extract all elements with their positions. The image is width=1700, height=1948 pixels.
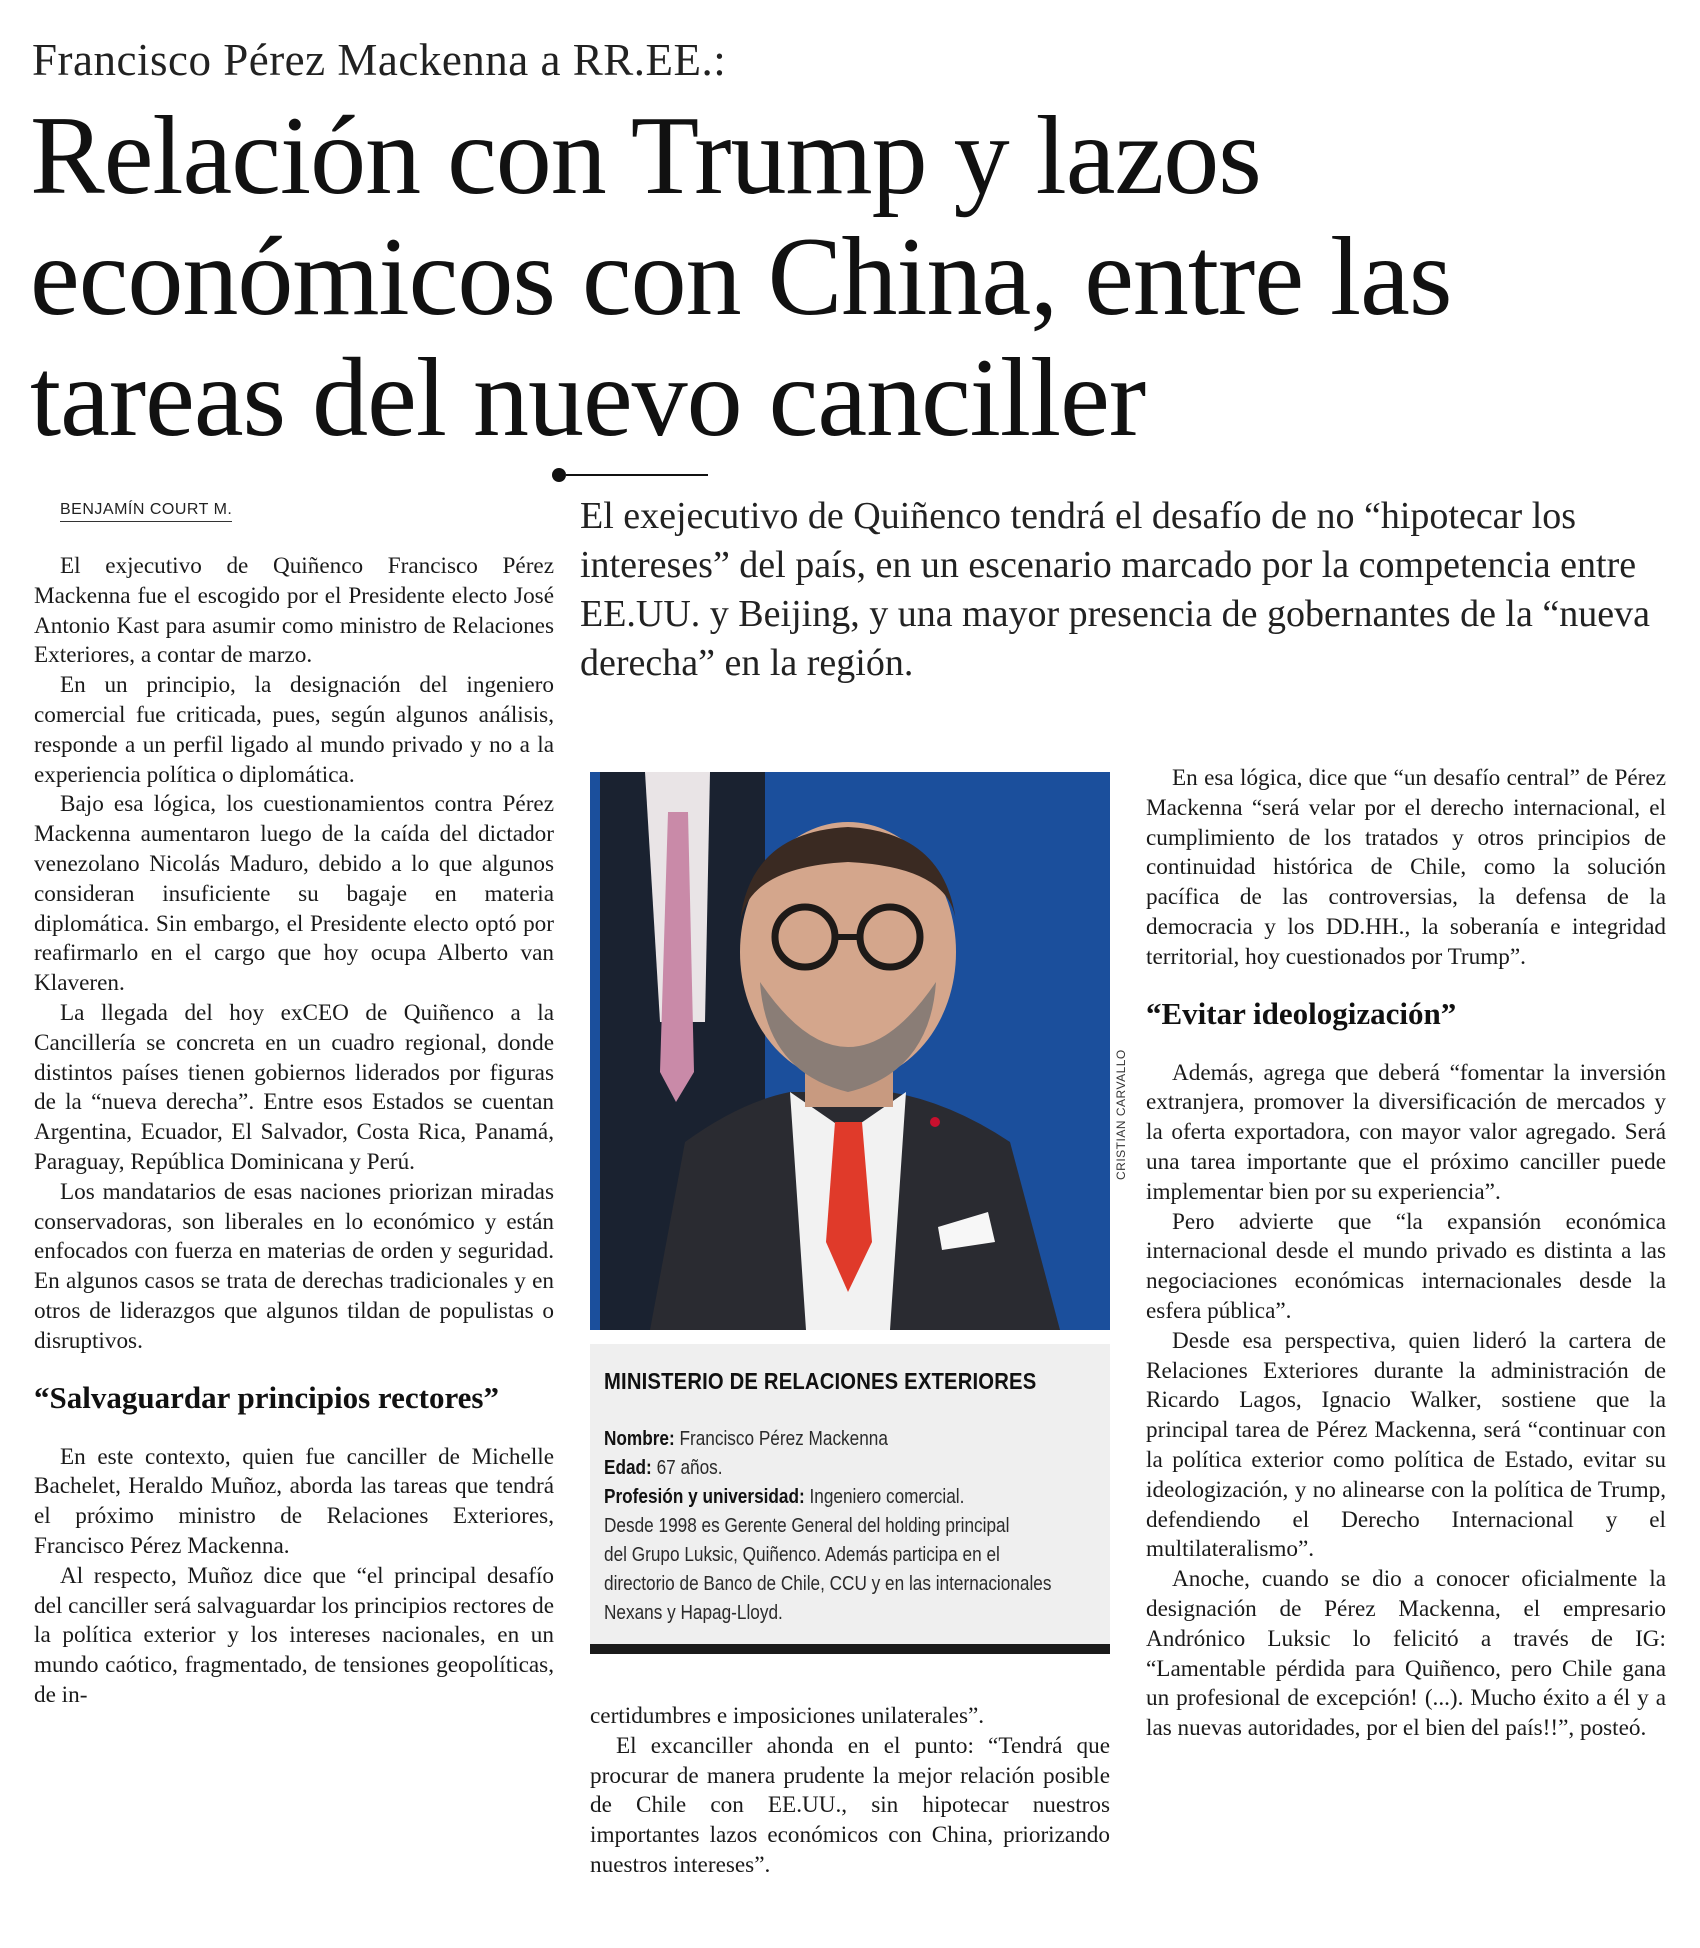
infobox-career-line: directorio de Banco de Chile, CCU y en las internacionales <box>604 1573 1052 1595</box>
name-value: Francisco Pérez Mackenna <box>679 1428 888 1450</box>
paragraph: Además, agrega que deberá “fomentar la inversión extranjera, promover la diversificación de mercados y la oferta exportadora, con mayor valor agregado. Será una tarea importante que el próximo canciller puede implementar bien por su experiencia”. <box>1146 1059 1666 1205</box>
deck-summary: El exejecutivo de Quiñenco tendrá el desafío de no “hipotecar los intereses” del país, en un escenario marcado por la competencia entre EE.UU. y Beijing, y una mayor presencia de gobernantes de la “nueva derecha” en la región. <box>580 495 1650 684</box>
subheading: “Evitar ideologización” <box>1146 995 1457 1031</box>
infobox-career-line: Nexans y Hapag-Lloyd. <box>604 1602 783 1624</box>
article-column-3 <box>1146 764 1666 1744</box>
kicker: Francisco Pérez Mackenna a RR.EE.: <box>32 35 727 85</box>
subheading: “Salvaguardar principios rectores” <box>34 1379 499 1415</box>
paragraph: Los mandatarios de esas naciones priorizan miradas conservadoras, son liberales en lo económico y están enfocados con fuerza en materias de orden y seguridad. En algunos casos se trata de derechas tradicionales y en otros de liderazgos que algunos tildan de populistas o disruptivos. <box>34 1178 554 1354</box>
portrait-photo <box>590 772 1110 1330</box>
profession-label: Profesión y universidad: <box>604 1486 805 1508</box>
paragraph: Anoche, cuando se dio a conocer oficialmente la designación de Pérez Mackenna, el empresario Andrónico Luksic lo felicitó a través de IG: “Lamentable pérdida para Quiñenco, pero Chile gana un profesional de excepción! (...). Mucho éxito a él y a las nuevas autoridades, por el bien del país!!”, posteó. <box>1146 1566 1666 1742</box>
portrait-illustration <box>590 772 1110 1330</box>
paragraph: En esa lógica, dice que “un desafío central” de Pérez Mackenna “será velar por el derecho internacional, el cumplimiento de los tratados y otros principios de continuidad histórica de Chile, como la solución pacífica de las controversias, la defensa de la democracia y los DD.HH., la soberanía e integridad territorial, hoy cuestionados por Trump”. <box>1146 765 1666 970</box>
paragraph: Bajo esa lógica, los cuestionamientos contra Pérez Mackenna aumentaron luego de la caída del dictador venezolano Nicolás Maduro, debido a lo que algunos consideran insuficiente su bagaje en materia diplomática. Sin embargo, el Presidente electo optó por reafirmarlo en el cargo que hoy ocupa Alberto van Klaveren. <box>34 791 554 997</box>
byline: BENJAMÍN COURT M. <box>60 501 232 522</box>
paragraph: El excanciller ahonda en el punto: “Tendrá que procurar de manera prudente la mejor relación posible de Chile con EE.UU., sin hipotecar nuestros importantes lazos económicos con China, priorizando nuestros intereses”. <box>590 1732 1110 1878</box>
infobox-age-row <box>604 1454 1103 1483</box>
infobox-career-line: del Grupo Luksic, Quiñenco. Además participa en el <box>604 1544 1000 1566</box>
divider-line <box>566 474 708 476</box>
infobox-profession-row <box>604 1483 1103 1512</box>
headline: Relación con Trump y lazos económicos con China, entre las tareas del nuevo canciller <box>30 94 1452 460</box>
paragraph: Pero advierte que “la expansión económica internacional desde el mundo privado es distinta a las negociaciones económicas internacionales desde la esfera pública”. <box>1146 1208 1666 1324</box>
profession-value: Ingeniero comercial. <box>809 1486 965 1508</box>
paragraph: En un principio, la designación del ingeniero comercial fue criticada, pues, según algunos análisis, responde a un perfil ligado al mundo privado y no a la experiencia política o diplomática. <box>34 672 554 788</box>
infobox-name-row <box>604 1425 1103 1454</box>
infobox-career-line: Desde 1998 es Gerente General del holding principal <box>604 1515 1010 1537</box>
infobox-title: MINISTERIO DE RELACIONES EXTERIORES <box>604 1368 1037 1394</box>
paragraph: certidumbres e imposiciones unilaterales”. <box>590 1703 985 1729</box>
name-label: Nombre: <box>604 1428 675 1450</box>
divider-dot <box>552 468 566 482</box>
profile-infobox <box>590 1344 1110 1654</box>
photo-credit: CRISTIAN CARVALLO <box>1114 1049 1128 1180</box>
paragraph: Al respecto, Muñoz dice que “el principal desafío del canciller será salvaguardar los principios rectores de la política exterior y los intereses nacionales, en un mundo caótico, fragmentado, de tensiones geopolíticas, de in- <box>34 1562 554 1708</box>
paragraph: El exjecutivo de Quiñenco Francisco Pérez Mackenna fue el escogido por el Presidente electo José Antonio Kast para asumir como ministro de Relaciones Exteriores, a contar de marzo. <box>34 553 554 669</box>
paragraph: En este contexto, quien fue canciller de Michelle Bachelet, Heraldo Muñoz, aborda las tareas que tendrá el próximo ministro de Relaciones Exteriores, Francisco Pérez Mackenna. <box>34 1443 554 1559</box>
article-column-1 <box>34 552 554 1711</box>
age-label: Edad: <box>604 1457 652 1479</box>
age-value: 67 años. <box>656 1457 723 1479</box>
paragraph: La llegada del hoy exCEO de Quiñenco a la Cancillería se concreta en un cuadro regional, donde distintos países tienen gobiernos liderados por figuras de la “nueva derecha”. Entre esos Estados se cuentan Argentina, Ecuador, El Salvador, Costa Rica, Panamá, Paraguay, República Dominicana y Perú. <box>34 999 554 1175</box>
article-column-2 <box>590 1702 1110 1881</box>
paragraph: Desde esa perspectiva, quien lideró la cartera de Relaciones Exteriores durante la administración de Ricardo Lagos, Ignacio Walker, sostiene que la principal tarea de Pérez Mackenna, será “continuar con la política exterior como política de Estado, evitar su ideologización, y no alinearse con la política de Trump, defendiendo el Derecho Internacional y el multilateralismo”. <box>1146 1327 1666 1563</box>
